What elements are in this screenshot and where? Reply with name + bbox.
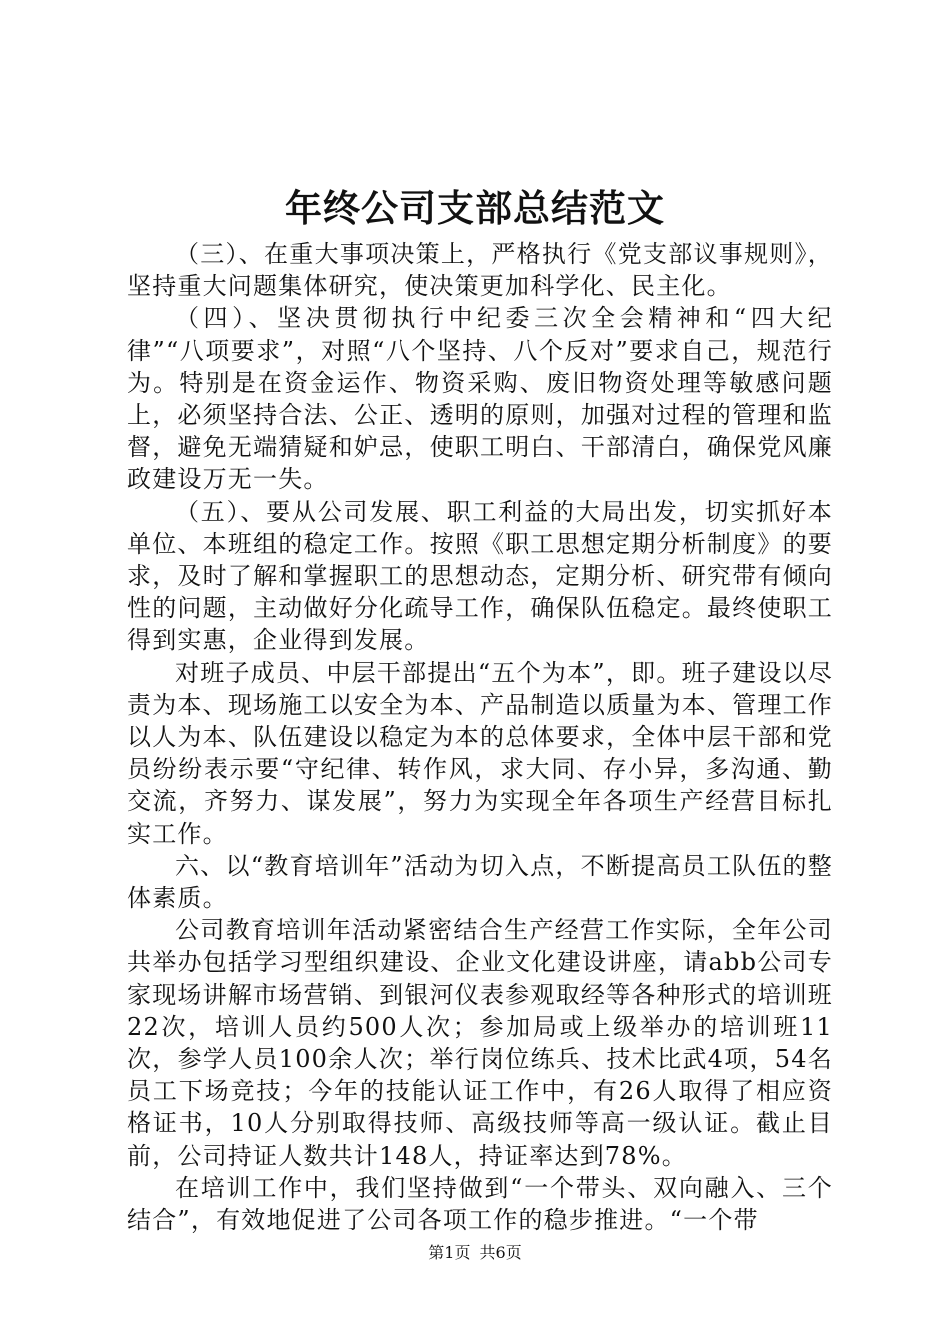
page-number: 第1页 — [428, 1243, 471, 1262]
page-footer — [0, 1242, 950, 1264]
document-body — [127, 238, 833, 1236]
paragraph: 对班子成员、中层干部提出“五个为本”，即。班子建设以尽责为本、现场施工以安全为本、产品制造以质量为本、管理工作以人为本、队伍建设以稳定为本的总体要求，全体中层干部和党员纷纷表示要“守纪律、转作风，求大同、存小异，多沟通、勤交流，齐努力、谋发展”，努力为实现全年各项生产经营目标扎实工作。 — [127, 658, 833, 848]
document-title: 年终公司支部总结范文 — [285, 186, 665, 230]
paragraph: 公司教育培训年活动紧密结合生产经营工作实际，全年公司共举办包括学习型组织建设、企业文化建设讲座，请abb公司专家现场讲解市场营销、到银河仪表参观取经等各种形式的培训班22次，培训人员约500人次；参加局或上级举办的培训班11次，参学人员100余人次；举行岗位练兵、技术比武4项，54名员工下场竞技；今年的技能认证工作中，有26人取得了相应资格证书，10人分别取得技师、高级技师等高一级认证。截止目前，公司持证人数共计148人，持证率达到78%。 — [127, 916, 833, 1170]
paragraph: （三）、在重大事项决策上，严格执行《党支部议事规则》，坚持重大问题集体研究，使决策更加科学化、民主化。 — [127, 240, 833, 301]
paragraph: 六、以“教育培训年”活动为切入点，不断提高员工队伍的整体素质。 — [127, 851, 833, 913]
page-total: 共6页 — [479, 1243, 522, 1262]
paragraph: 在培训工作中，我们坚持做到“一个带头、双向融入、三个结合”，有效地促进了公司各项工作的稳步推进。“一个带 — [127, 1173, 833, 1235]
paragraph: （四）、坚决贯彻执行中纪委三次全会精神和“四大纪律”“八项要求”，对照“八个坚持、八个反对”要求自己，规范行为。特别是在资金运作、物资采购、废旧物资处理等敏感问题上，必须坚持合法、公正、透明的原则，加强对过程的管理和监督，避免无端猜疑和妒忌，使职工明白、干部清白，确保党风廉政建设万无一失。 — [127, 304, 833, 494]
paragraph: （五）、要从公司发展、职工利益的大局出发，切实抓好本单位、本班组的稳定工作。按照《职工思想定期分析制度》的要求，及时了解和掌握职工的思想动态，定期分析、研究带有倾向性的问题，主动做好分化疏导工作，确保队伍稳定。最终使职工得到实惠，企业得到发展。 — [127, 497, 833, 655]
